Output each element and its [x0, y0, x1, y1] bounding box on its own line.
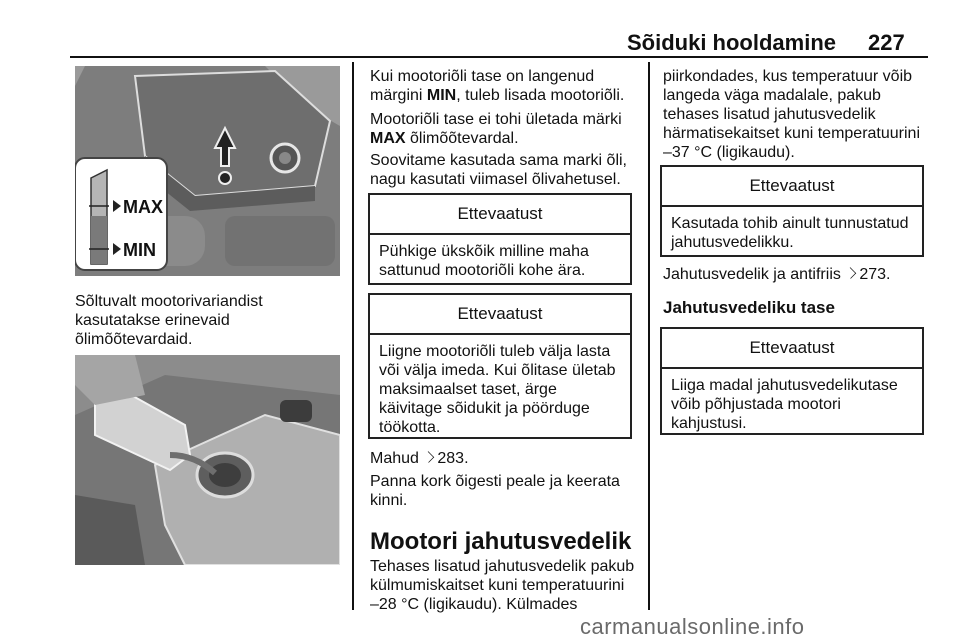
paragraph-coolant-protection: Tehases lisatud jahutusvedelik pakub külmumiskaitset kuni temperatuurini –28 °C (ligikaudu). Külmades: [370, 558, 635, 613]
caution-box-title: Ettevaatust: [662, 329, 922, 369]
column-divider-1: [352, 62, 354, 610]
gauge-max-label: MAX: [123, 197, 163, 217]
paragraph-same-brand: Soovitame kasutada sama marki õli, nagu kasutati viimasel õlivahetusel.: [370, 152, 627, 188]
column-divider-2: [648, 62, 650, 610]
section-heading-coolant: Mootori jahutusvedelik: [370, 528, 632, 555]
figure-caption: Sõltuvalt mootorivariandist kasutatakse erinevaid õlimõõtevardaid.: [75, 293, 263, 348]
paragraph-cap: Panna kork õigesti peale ja keerata kinni.: [370, 473, 620, 509]
gauge-min-label: MIN: [123, 240, 156, 260]
caution-box-title: Ettevaatust: [662, 167, 922, 207]
page-ref-arrow-icon: [423, 451, 434, 462]
caution-box-low-coolant: Ettevaatust Liiga madal jahutusvedelikutase võib põhjustada mootori kahjustusi.: [660, 327, 924, 435]
paragraph-min-level: Kui mootoriõli tase on langenud märgini MIN, tuleb lisada mootoriõli.: [370, 68, 625, 104]
capacities-reference: Mahud 283.: [370, 450, 469, 467]
paragraph-cold-regions: piirkondades, kus temperatuur võib langeda väga madalale, pakub tehases lisatud jahutusvedelik härmatisekaitset kuni temperatuurini –37 °C (ligikaudu).: [663, 68, 921, 161]
header-rule: [70, 56, 928, 58]
watermark: carmanualsonline.info: [580, 614, 805, 639]
engine-dipstick-illustration: [75, 66, 340, 276]
running-header-title: Sõiduki hooldamine: [626, 30, 836, 55]
page-number: 227: [868, 30, 905, 55]
paragraph-max-level: Mootoriõli tase ei tohi ületada märki MAX õlimõõtevardal.: [370, 111, 622, 147]
caution-box-title: Ettevaatust: [370, 195, 630, 235]
caution-box-excess-oil: Ettevaatust Liigne mootoriõli tuleb välja lasta või välja imeda. Kui õlitase ületab maksimaalset taset, ärge käivitage sõidukit ja pöörduge töökotta.: [368, 293, 632, 439]
oil-pouring-illustration: [75, 355, 340, 565]
caution-box-title: Ettevaatust: [370, 295, 630, 335]
coolant-antifreeze-reference: Jahutusvedelik ja antifriis 273.: [663, 266, 891, 283]
subheading-coolant-level: Jahutusvedeliku tase: [663, 298, 835, 317]
caution-box-wipe-oil: Ettevaatust Pühkige ükskõik milline maha sattunud mootoriõli kohe ära.: [368, 193, 632, 285]
page-ref-arrow-icon: [845, 267, 856, 278]
caution-box-approved-coolant: Ettevaatust Kasutada tohib ainult tunnustatud jahutusvedelikku.: [660, 165, 924, 257]
